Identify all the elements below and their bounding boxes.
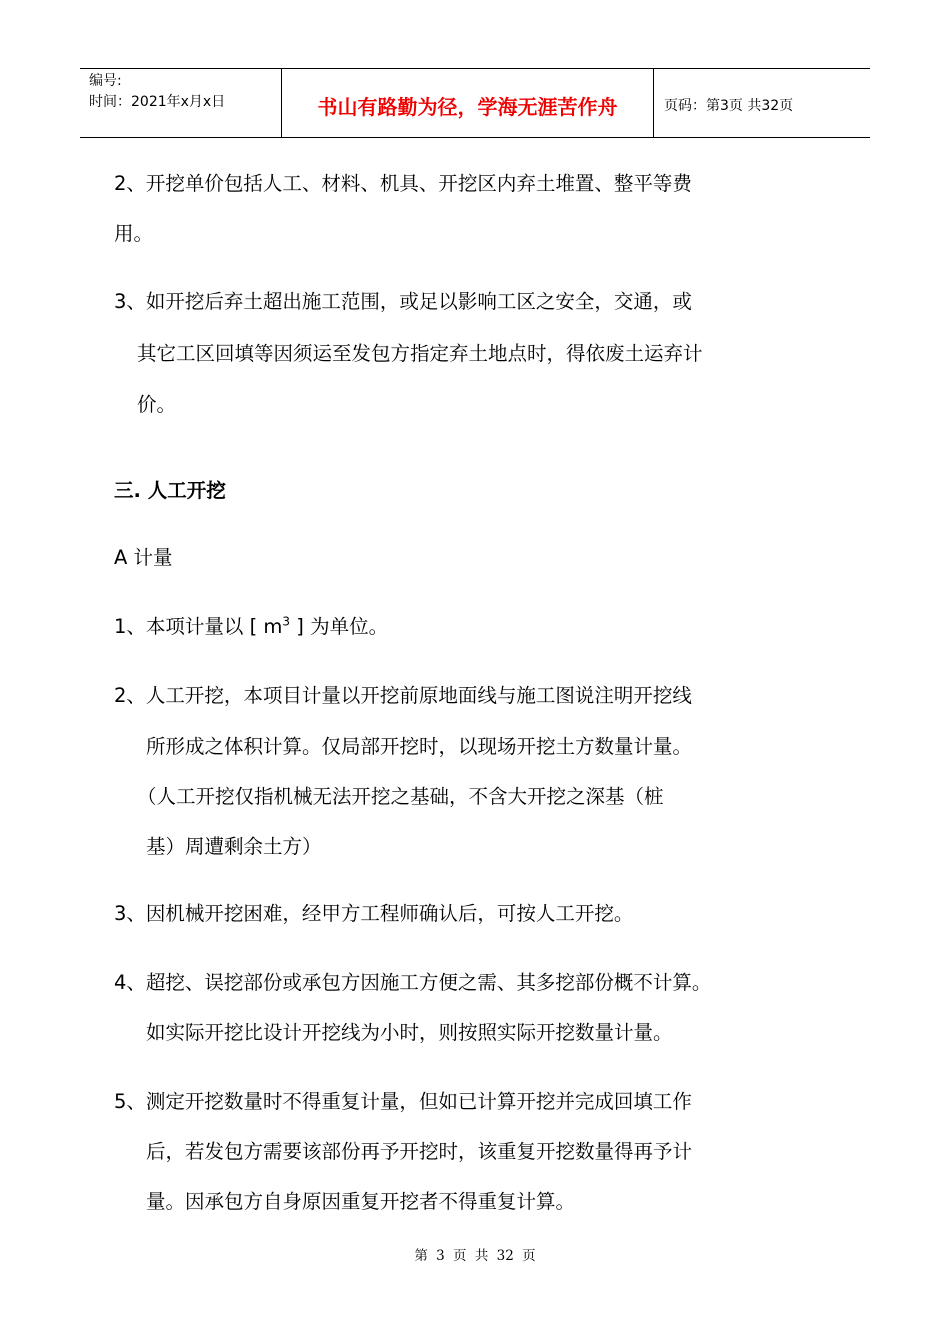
unit-text-before: 1、本项计量以 [ m: [114, 615, 283, 638]
paragraph-line: 其它工区回填等因须运至发包方指定弃土地点时，得依废土运弃计: [137, 342, 703, 365]
paragraph-line: 2、人工开挖，本项目计量以开挖前原地面线与施工图说注明开挖线: [114, 684, 692, 707]
paragraph-line: 量。因承包方自身原因重复开挖者不得重复计算。: [146, 1190, 576, 1213]
paragraph-line: 后，若发包方需要该部份再予开挖时，该重复开挖数量得再予计: [146, 1140, 693, 1163]
sub-title: A 计量: [114, 546, 173, 569]
paragraph-line: 所形成之体积计算。仅局部开挖时，以现场开挖土方数量计量。: [146, 735, 693, 758]
paragraph-line: 4、超挖、误挖部份或承包方因施工方便之需、其多挖部份概不计算。: [114, 971, 712, 994]
page-header: [80, 68, 870, 138]
paragraph-line: [114, 615, 388, 639]
page-footer: 第 3 页 共 32 页: [414, 1248, 536, 1264]
paragraph-line: 如实际开挖比设计开挖线为小时，则按照实际开挖数量计量。: [146, 1021, 673, 1044]
paragraph-line: 基）周遭剩余土方）: [146, 835, 322, 858]
paragraph-line: 2、开挖单价包括人工、材料、机具、开挖区内弃土堆置、整平等费: [114, 172, 692, 195]
document-time: 时间：2021年x月x日: [89, 94, 226, 110]
paragraph-line: （人工开挖仅指机械无法开挖之基础，不含大开挖之深基（桩: [137, 785, 664, 808]
paragraph-line: 3、因机械开挖困难，经甲方工程师确认后，可按人工开挖。: [114, 902, 634, 925]
header-motto: 书山有路勤为径，学海无涯苦作舟: [282, 69, 654, 137]
document-number: 编号:: [89, 73, 122, 89]
header-page-info: 页码：第3页 共32页: [664, 98, 794, 114]
unit-text-after: ] 为单位。: [290, 615, 389, 638]
header-meta: [80, 69, 282, 137]
section-title: 三. 人工开挖: [114, 479, 226, 502]
paragraph-line: 用。: [114, 222, 154, 245]
paragraph-line: 5、测定开挖数量时不得重复计量，但如已计算开挖并完成回填工作: [114, 1090, 692, 1113]
paragraph-line: 价。: [137, 393, 177, 416]
paragraph-line: 3、如开挖后弃土超出施工范围，或足以影响工区之安全，交通，或: [114, 290, 692, 313]
unit-superscript: 3: [282, 614, 291, 629]
